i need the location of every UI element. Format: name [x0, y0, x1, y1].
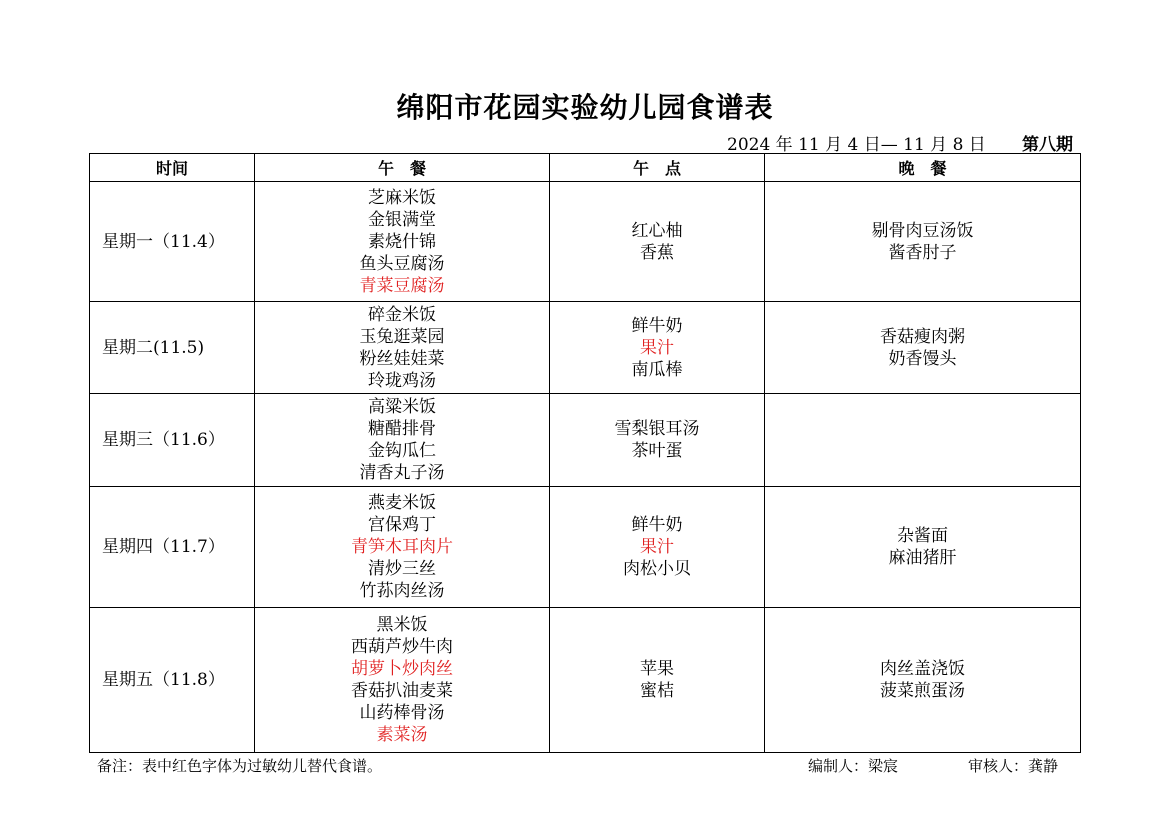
- menu-body: [90, 182, 1081, 753]
- header-row: [90, 154, 1081, 182]
- dinner-dish: 奶香馒头: [888, 348, 957, 369]
- snack-dish: 香蕉: [640, 242, 674, 263]
- snack-dish: 果汁: [640, 337, 674, 358]
- day-label: 星期三（11.6）: [90, 394, 255, 487]
- snack-cell: [550, 302, 765, 394]
- snack-dish: 南瓜棒: [631, 359, 683, 380]
- snack-dish: 鲜牛奶: [631, 315, 683, 336]
- lunch-dish: 胡萝卜炒肉丝: [351, 659, 453, 679]
- dinner-dish: 酱香肘子: [888, 242, 957, 263]
- dinner-dish: 菠菜煎蛋汤: [880, 681, 965, 701]
- lunch-dish: 碎金米饭: [368, 304, 436, 325]
- lunch-cell: [255, 608, 550, 753]
- day-row: [90, 487, 1081, 608]
- dinner-cell: [765, 182, 1081, 302]
- lunch-dish: 粉丝娃娃菜: [359, 348, 445, 369]
- menu-table: [89, 153, 1081, 753]
- date-range: 2024 年 11 月 4 日— 11 月 8 日: [727, 135, 986, 155]
- dinner-dish: 杂酱面: [897, 526, 948, 546]
- snack-cell: [550, 394, 765, 487]
- snack-dish: 肉松小贝: [623, 559, 691, 579]
- day-label: 星期四（11.7）: [90, 487, 255, 608]
- lunch-cell: [255, 394, 550, 487]
- snack-cell: [550, 487, 765, 608]
- day-label: 星期五（11.8）: [90, 608, 255, 753]
- snack-dish: 果汁: [640, 537, 674, 557]
- lunch-dish: 青笋木耳肉片: [351, 537, 453, 557]
- lunch-dish: 玲珑鸡汤: [368, 370, 436, 391]
- footer-note: 备注：表中红色字体为过敏幼儿替代食谱。: [97, 757, 383, 775]
- lunch-dish: 鱼头豆腐汤: [359, 253, 445, 274]
- lunch-dish: 宫保鸡丁: [368, 515, 436, 535]
- lunch-dish: 玉兔逛菜园: [359, 326, 445, 347]
- lunch-cell: [255, 182, 550, 302]
- dinner-cell: [765, 302, 1081, 394]
- lunch-dish: 竹荪肉丝汤: [359, 581, 445, 601]
- snack-dish: 茶叶蛋: [631, 441, 683, 461]
- dinner-dish: 麻油猪肝: [888, 548, 957, 568]
- lunch-dish: 高粱米饭: [368, 397, 436, 417]
- dinner-cell: [765, 394, 1081, 487]
- lunch-dish: 山药棒骨汤: [359, 703, 445, 723]
- snack-dish: 红心柚: [631, 220, 683, 241]
- snack-dish: 蜜桔: [640, 681, 674, 701]
- snack-dish: 苹果: [640, 659, 674, 679]
- lunch-cell: [255, 302, 550, 394]
- lunch-dish: 金钩瓜仁: [368, 441, 436, 461]
- snack-cell: [550, 608, 765, 753]
- footer-editor: 编制人：梁宸: [808, 757, 899, 775]
- lunch-dish: 西葫芦炒牛肉: [351, 637, 453, 657]
- lunch-cell: [255, 487, 550, 608]
- lunch-dish: 黑米饭: [376, 615, 428, 635]
- lunch-dish: 糖醋排骨: [368, 419, 436, 439]
- lunch-dish: 素烧什锦: [368, 231, 436, 252]
- day-row: [90, 608, 1081, 753]
- day-row: [90, 394, 1081, 487]
- footer-reviewer: 审核人：龚静: [968, 757, 1059, 775]
- dinner-dish: 肉丝盖浇饭: [880, 659, 965, 679]
- lunch-dish: 燕麦米饭: [368, 493, 436, 513]
- day-label: 星期一（11.4）: [90, 182, 255, 302]
- day-label: 星期二(11.5): [90, 302, 255, 394]
- header-lunch: 午 餐: [255, 154, 550, 182]
- period-label: 第八期: [1022, 135, 1073, 155]
- snack-dish: 鲜牛奶: [631, 515, 683, 535]
- day-row: [90, 302, 1081, 394]
- dinner-dish: 香菇瘦肉粥: [880, 326, 965, 347]
- day-row: [90, 182, 1081, 302]
- snack-cell: [550, 182, 765, 302]
- lunch-dish: 素菜汤: [376, 725, 428, 745]
- page-title: 绵阳市花园实验幼儿园食谱表: [396, 91, 774, 124]
- dinner-cell: [765, 608, 1081, 753]
- header-dinner: 晚 餐: [765, 154, 1081, 182]
- dinner-dish: 剔骨肉豆汤饭: [871, 220, 974, 241]
- lunch-dish: 芝麻米饭: [368, 187, 436, 208]
- header-time: 时间: [90, 154, 255, 182]
- dinner-cell: [765, 487, 1081, 608]
- snack-dish: 雪梨银耳汤: [614, 419, 700, 439]
- lunch-dish: 清香丸子汤: [359, 463, 445, 483]
- lunch-dish: 青菜豆腐汤: [359, 275, 445, 296]
- lunch-dish: 香菇扒油麦菜: [351, 681, 453, 701]
- lunch-dish: 金银满堂: [368, 209, 436, 230]
- lunch-dish: 清炒三丝: [368, 559, 436, 579]
- header-snack: 午 点: [550, 154, 765, 182]
